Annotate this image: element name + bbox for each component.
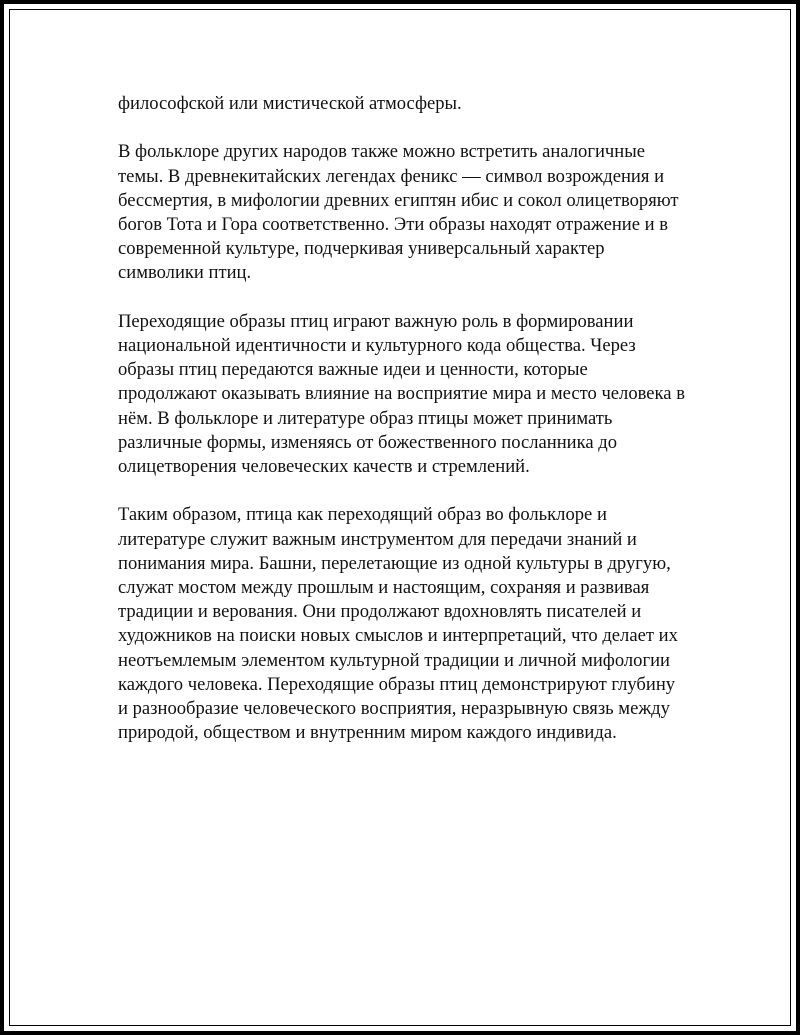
document-body [118, 92, 688, 770]
paragraph-4: Таким образом, птица как переходящий образ во фольклоре и литературе служит важным инструментом для передачи знаний и понимания мира. Башни, перелетающие из одной культуры в другую, служат мостом между прошлым и настоящим, сохраняя и развивая традиции и верования. Они продолжают вдохновлять писателей и художников на поиски новых смыслов и интерпретаций, что делает их неотъемлемым элементом культурной традиции и личной мифологии каждого человека. Переходящие образы птиц демонстрируют глубину и разнообразие человеческого восприятия, неразрывную связь между природой, обществом и внутренним миром каждого индивида. [118, 504, 678, 744]
paragraph-2: В фольклоре других народов также можно встретить аналогичные темы. В древнекитайских легендах феникс — символ возрождения и бессмертия, в мифологии древних египтян ибис и сокол олицетворяют богов Тота и Гора соответственно. Эти образы находят отражение и в современной культуре, подчеркивая универсальный характер символики птиц. [118, 141, 679, 284]
paragraph-3: Переходящие образы птиц играют важную роль в формировании национальной идентичности и культурного кода общества. Через образы птиц передаются важные идеи и ценности, которые продолжают оказывать влияние на восприятие мира и место человека в нём. В фольклоре и литературе образ птицы может принимать различные формы, изменяясь от божественного посланника до олицетворения человеческих качеств и стремлений. [118, 310, 685, 478]
paragraph-1: философской или мистической атмосферы. [118, 93, 462, 114]
